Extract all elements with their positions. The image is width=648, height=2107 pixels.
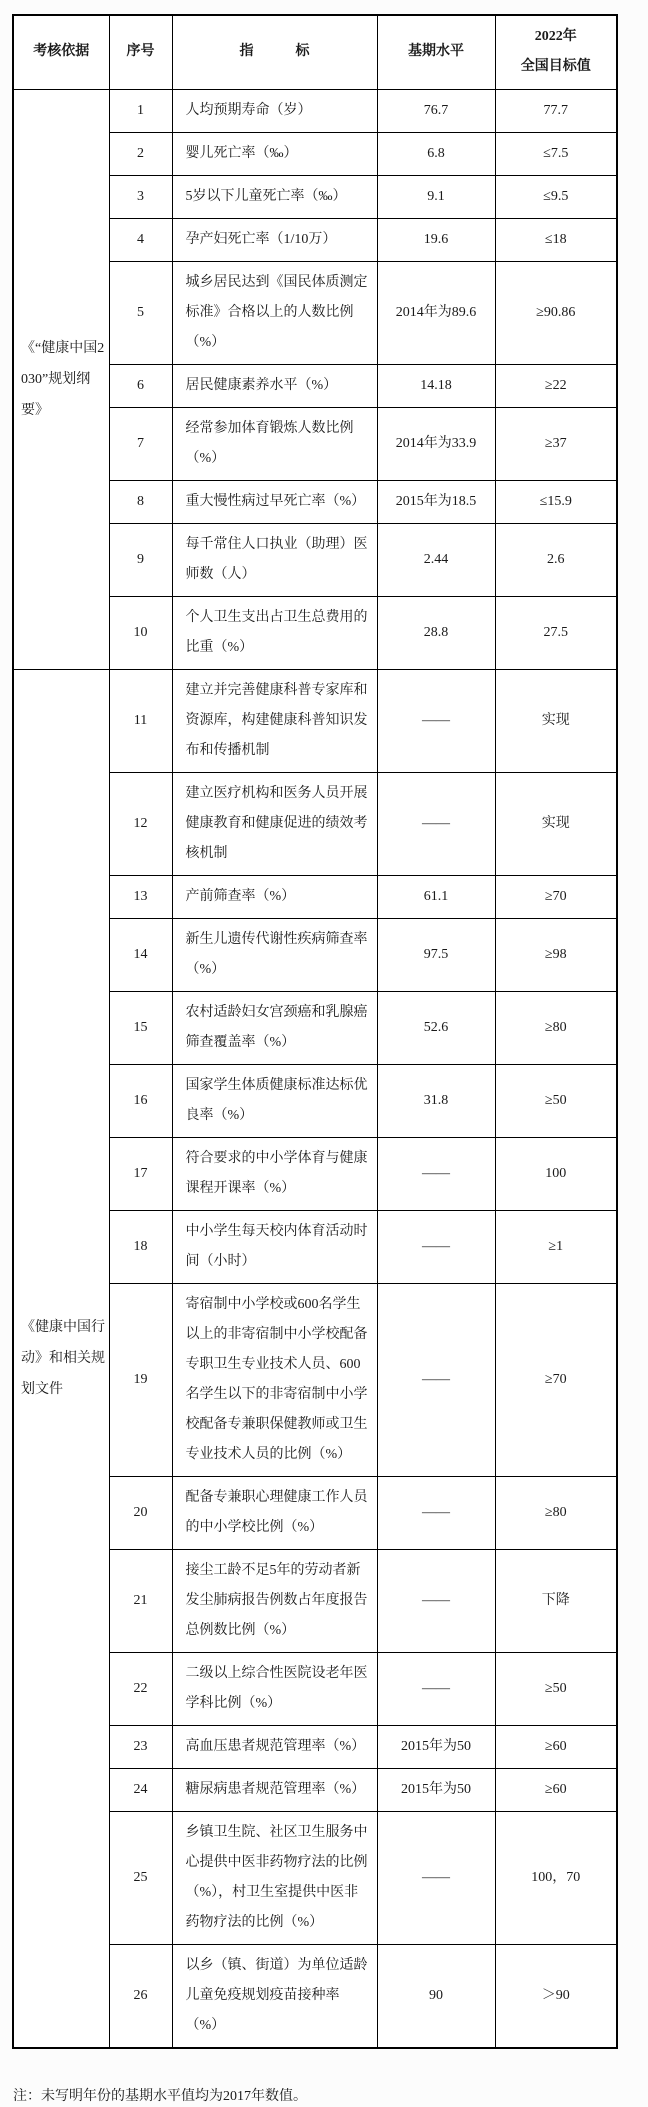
- assessment-basis-cell: 《健康中国行动》和相关规划文件: [13, 669, 109, 2048]
- serial-no-cell: 21: [109, 1549, 172, 1652]
- indicator-cell: 建立医疗机构和医务人员开展健康教育和健康促进的绩效考核机制: [172, 772, 377, 875]
- target-cell: ≥80: [495, 1476, 617, 1549]
- baseline-cell: 19.6: [377, 218, 495, 261]
- table-body: [13, 89, 617, 2048]
- indicator-cell: 乡镇卫生院、社区卫生服务中心提供中医非药物疗法的比例（%），村卫生室提供中医非药物疗法的比例（%）: [172, 1811, 377, 1944]
- indicator-cell: 产前筛查率（%）: [172, 875, 377, 918]
- baseline-cell: 2015年为50: [377, 1725, 495, 1768]
- target-cell: ≥50: [495, 1652, 617, 1725]
- target-cell: ≥60: [495, 1725, 617, 1768]
- baseline-cell: 2.44: [377, 523, 495, 596]
- baseline-cell: 14.18: [377, 364, 495, 407]
- col-header-target-label: 全国目标值: [520, 59, 591, 75]
- header-row: [13, 15, 617, 89]
- target-cell: ≥37: [495, 407, 617, 480]
- serial-no-cell: 10: [109, 596, 172, 669]
- baseline-cell: 61.1: [377, 875, 495, 918]
- target-cell: ≥22: [495, 364, 617, 407]
- serial-no-cell: 2: [109, 132, 172, 175]
- serial-no-cell: 4: [109, 218, 172, 261]
- serial-no-cell: 25: [109, 1811, 172, 1944]
- serial-no-cell: 15: [109, 991, 172, 1064]
- target-cell: 100，70: [495, 1811, 617, 1944]
- target-cell: ≥70: [495, 875, 617, 918]
- serial-no-cell: 3: [109, 175, 172, 218]
- target-cell: ≤9.5: [495, 175, 617, 218]
- indicator-cell: 经常参加体育锻炼人数比例（%）: [172, 407, 377, 480]
- footnote: 注：未写明年份的基期水平值均为2017年数值。: [13, 2088, 307, 2104]
- target-cell: ≥1: [495, 1210, 617, 1283]
- serial-no-cell: 8: [109, 480, 172, 523]
- serial-no-cell: 11: [109, 669, 172, 772]
- serial-no-cell: 13: [109, 875, 172, 918]
- target-cell: ≥80: [495, 991, 617, 1064]
- serial-no-cell: 1: [109, 89, 172, 132]
- target-cell: ≥98: [495, 918, 617, 991]
- baseline-cell: ——: [377, 1137, 495, 1210]
- indicator-cell: 寄宿制中小学校或600名学生以上的非寄宿制中小学校配备专职卫生专业技术人员、600名学生以下的非寄宿制中小学校配备专兼职保健教师或卫生专业技术人员的比例（%）: [172, 1283, 377, 1476]
- baseline-cell: ——: [377, 1283, 495, 1476]
- col-header-serial-no: 序号: [109, 15, 172, 89]
- baseline-cell: 2015年为50: [377, 1768, 495, 1811]
- indicator-cell: 城乡居民达到《国民体质测定标准》合格以上的人数比例（%）: [172, 261, 377, 364]
- target-cell: 实现: [495, 772, 617, 875]
- baseline-cell: 31.8: [377, 1064, 495, 1137]
- indicator-cell: 高血压患者规范管理率（%）: [172, 1725, 377, 1768]
- serial-no-cell: 19: [109, 1283, 172, 1476]
- target-cell: 77.7: [495, 89, 617, 132]
- col-header-baseline: 基期水平: [377, 15, 495, 89]
- indicator-cell: 5岁以下儿童死亡率（‰）: [172, 175, 377, 218]
- indicator-cell: 农村适龄妇女宫颈癌和乳腺癌筛查覆盖率（%）: [172, 991, 377, 1064]
- baseline-cell: 6.8: [377, 132, 495, 175]
- serial-no-cell: 22: [109, 1652, 172, 1725]
- indicator-cell: 国家学生体质健康标准达标优良率（%）: [172, 1064, 377, 1137]
- serial-no-cell: 5: [109, 261, 172, 364]
- serial-no-cell: 14: [109, 918, 172, 991]
- baseline-cell: ——: [377, 1476, 495, 1549]
- indicator-cell: 接尘工龄不足5年的劳动者新发尘肺病报告例数占年度报告总例数比例（%）: [172, 1549, 377, 1652]
- baseline-cell: 90: [377, 1944, 495, 2048]
- target-cell: ≥70: [495, 1283, 617, 1476]
- indicator-cell: 中小学生每天校内体育活动时间（小时）: [172, 1210, 377, 1283]
- baseline-cell: 28.8: [377, 596, 495, 669]
- col-header-assessment-basis: 考核依据: [13, 15, 109, 89]
- target-cell: ＞90: [495, 1944, 617, 2048]
- col-header-target-year: 2022年: [534, 29, 577, 45]
- baseline-cell: 2014年为33.9: [377, 407, 495, 480]
- table-header: [13, 15, 617, 89]
- document-page: [0, 14, 648, 2107]
- baseline-cell: 2014年为89.6: [377, 261, 495, 364]
- baseline-cell: ——: [377, 1652, 495, 1725]
- baseline-cell: ——: [377, 1549, 495, 1652]
- target-cell: 100: [495, 1137, 617, 1210]
- target-cell: ≥90.86: [495, 261, 617, 364]
- baseline-cell: 9.1: [377, 175, 495, 218]
- target-cell: ≥60: [495, 1768, 617, 1811]
- table-row: [13, 89, 617, 132]
- baseline-cell: 76.7: [377, 89, 495, 132]
- assessment-basis-cell: 《“健康中国2030”规划纲要》: [13, 89, 109, 669]
- serial-no-cell: 9: [109, 523, 172, 596]
- baseline-cell: ——: [377, 1210, 495, 1283]
- indicator-cell: 人均预期寿命（岁）: [172, 89, 377, 132]
- indicator-cell: 重大慢性病过早死亡率（%）: [172, 480, 377, 523]
- target-cell: ≥50: [495, 1064, 617, 1137]
- table-row: [13, 669, 617, 772]
- indicator-cell: 每千常住人口执业（助理）医师数（人）: [172, 523, 377, 596]
- target-cell: 27.5: [495, 596, 617, 669]
- serial-no-cell: 23: [109, 1725, 172, 1768]
- col-header-indicator: 指 标: [172, 15, 377, 89]
- baseline-cell: ——: [377, 1811, 495, 1944]
- serial-no-cell: 7: [109, 407, 172, 480]
- serial-no-cell: 24: [109, 1768, 172, 1811]
- serial-no-cell: 16: [109, 1064, 172, 1137]
- indicator-cell: 以乡（镇、街道）为单位适龄儿童免疫规划疫苗接种率（%）: [172, 1944, 377, 2048]
- baseline-cell: ——: [377, 772, 495, 875]
- serial-no-cell: 20: [109, 1476, 172, 1549]
- indicator-cell: 居民健康素养水平（%）: [172, 364, 377, 407]
- baseline-cell: 52.6: [377, 991, 495, 1064]
- target-cell: ≤15.9: [495, 480, 617, 523]
- indicator-cell: 配备专兼职心理健康工作人员的中小学校比例（%）: [172, 1476, 377, 1549]
- target-cell: 下降: [495, 1549, 617, 1652]
- indicator-cell: 符合要求的中小学体育与健康课程开课率（%）: [172, 1137, 377, 1210]
- indicator-cell: 建立并完善健康科普专家库和资源库，构建健康科普知识发布和传播机制: [172, 669, 377, 772]
- col-header-target: [495, 15, 617, 89]
- indicator-cell: 婴儿死亡率（‰）: [172, 132, 377, 175]
- indicator-cell: 新生儿遗传代谢性疾病筛查率（%）: [172, 918, 377, 991]
- indicator-cell: 孕产妇死亡率（1/10万）: [172, 218, 377, 261]
- baseline-cell: ——: [377, 669, 495, 772]
- serial-no-cell: 6: [109, 364, 172, 407]
- target-cell: ≤7.5: [495, 132, 617, 175]
- target-cell: 2.6: [495, 523, 617, 596]
- target-cell: 实现: [495, 669, 617, 772]
- baseline-cell: 97.5: [377, 918, 495, 991]
- indicator-cell: 糖尿病患者规范管理率（%）: [172, 1768, 377, 1811]
- serial-no-cell: 26: [109, 1944, 172, 2048]
- serial-no-cell: 18: [109, 1210, 172, 1283]
- indicators-table: [12, 14, 618, 2049]
- indicator-cell: 二级以上综合性医院设老年医学科比例（%）: [172, 1652, 377, 1725]
- indicator-cell: 个人卫生支出占卫生总费用的比重（%）: [172, 596, 377, 669]
- serial-no-cell: 12: [109, 772, 172, 875]
- target-cell: ≤18: [495, 218, 617, 261]
- baseline-cell: 2015年为18.5: [377, 480, 495, 523]
- serial-no-cell: 17: [109, 1137, 172, 1210]
